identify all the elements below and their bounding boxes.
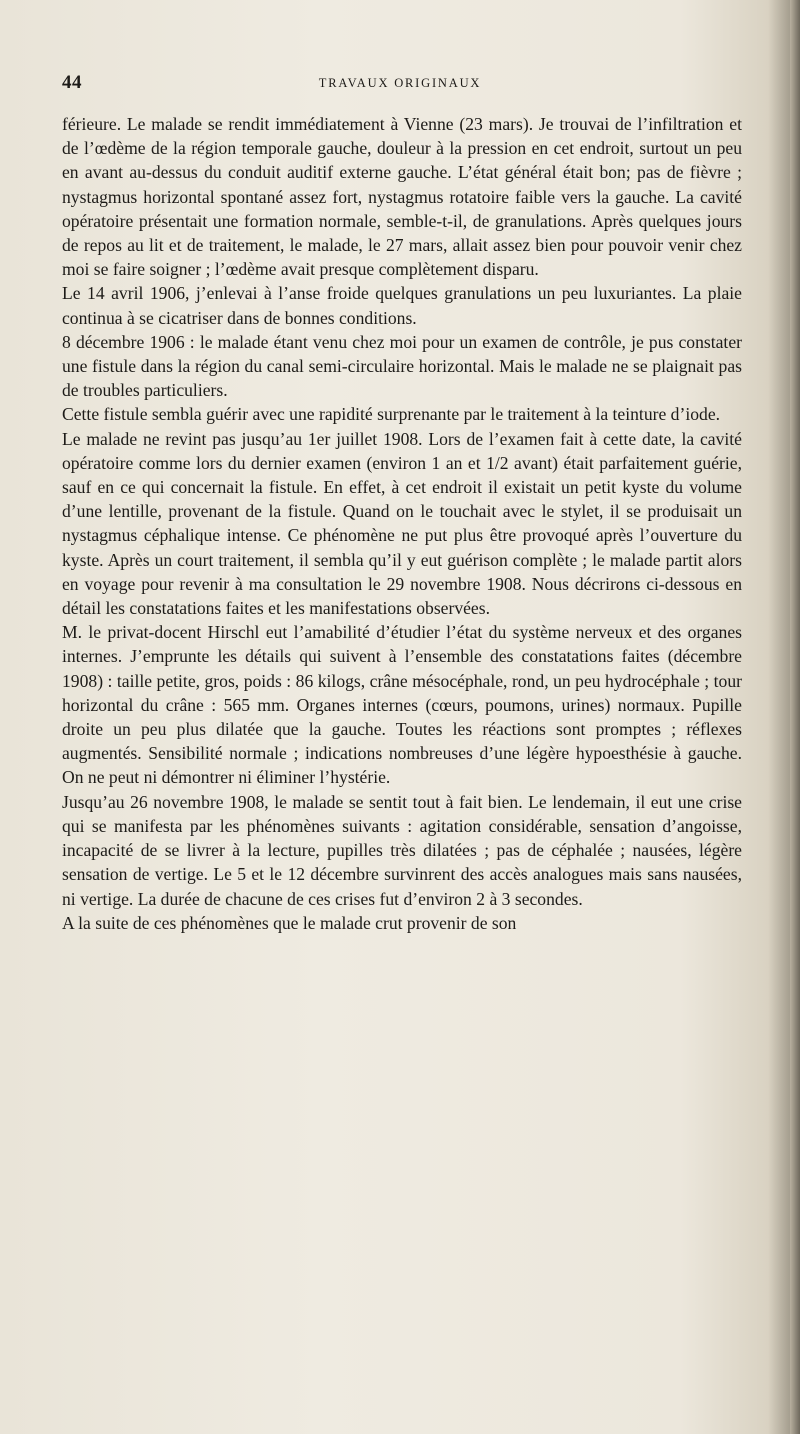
running-title: TRAVAUX ORIGINAUX (318, 76, 482, 90)
paragraph: Jusqu’au 26 novembre 1908, le malade se sentit tout à fait bien. Le lendemain, il eut une crise qui se manifesta par les phénomènes suivants : agitation considérable, sensation d’angoisse, incapacité de se livrer à la lecture, pupilles très dilatées ; pas de céphalée ; nausées, légère sensation de vertige. Le 5 et le 12 décembre survinrent des accès analogues mais sans nausées, ni vertige. La durée de chacune de ces crises fut d’environ 2 à 3 secondes. (62, 791, 742, 909)
paragraph: A la suite de ces phénomènes que le malade crut provenir de son (62, 912, 517, 933)
paragraph: Le malade ne revint pas jusqu’au 1er juillet 1908. Lors de l’examen fait à cette date, la cavité opératoire comme lors du dernier examen (environ 1 an et 1/2 avant) était parfaitement guérie, sauf en ce qui concernait la fistule. En effet, à cet endroit il existait un petit kyste du volume d’une lentille, provenant de la fistule. Quand on le touchait avec le stylet, il se produisait un nystagmus céphalique intense. Ce phénomène ne put plus être provoqué après l’ouverture du kyste. Après un court traitement, il sembla qu’il y eut guérison complète ; le malade partit alors en voyage pour revenir à ma consultation le 29 novembre 1908. Nous décrirons ci-dessous en détail les constatations faites et les manifestations observées. (62, 428, 742, 619)
body-text (62, 112, 742, 935)
paragraph: férieure. Le malade se rendit immédiatement à Vienne (23 mars). Je trouvai de l’infiltration et de l’œdème de la région temporale gauche, douleur à la pression en cet endroit, surtout un peu en avant au-dessus du conduit auditif externe gauche. L’état général était bon; pas de fièvre ; nystagmus horizontal spontané assez fort, nystagmus rotatoire faible vers la gauche. La cavité opératoire présentait une formation normale, semble-t-il, de granulations. Après quelques jours de repos au lit et de traitement, le malade, le 27 mars, allait assez bien pour pouvoir venir chez moi se faire soigner ; l’œdème avait presque complètement disparu. (62, 114, 742, 280)
page-number: 44 (62, 72, 82, 93)
paragraph: Cette fistule sembla guérir avec une rapidité surprenante par le traitement à la teinture d’iode. (62, 404, 721, 425)
paragraph: Le 14 avril 1906, j’enlevai à l’anse froide quelques granulations un peu luxuriantes. La plaie continua à se cicatriser dans de bonnes conditions. (62, 283, 742, 328)
page-header (62, 72, 738, 96)
paragraph: 8 décembre 1906 : le malade étant venu chez moi pour un examen de contrôle, je pus constater une fistule dans la région du canal semi-circulaire horizontal. Mais le malade ne se plaignait pas de troubles particuliers. (62, 331, 742, 401)
page-edge-shadow (790, 0, 800, 1434)
paragraph: M. le privat-docent Hirschl eut l’amabilité d’étudier l’état du système nerveux et des organes internes. J’emprunte les détails qui suivent à l’ensemble des constatations faites (décembre 1908) : taille petite, gros, poids : 86 kilogs, crâne mésocéphale, rond, un peu hydrocéphale ; tour horizontal du crâne : 565 mm. Organes internes (cœurs, poumons, urines) normaux. Pupille droite un peu plus dilatée que la gauche. Toutes les réactions sont promptes ; réflexes augmentés. Sensibilité normale ; indications nombreuses d’une légère hypoesthésie à gauche. On ne peut ni démontrer ni éliminer l’hystérie. (62, 622, 742, 788)
